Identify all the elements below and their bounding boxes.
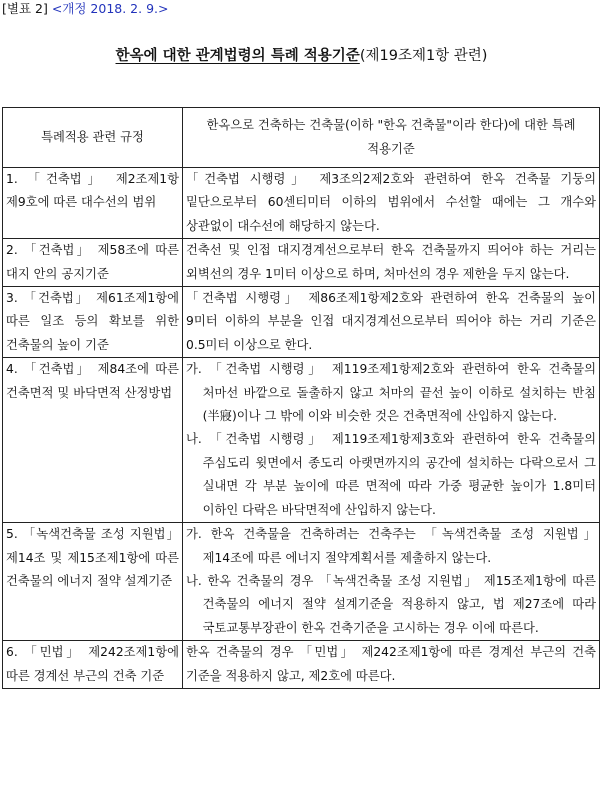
standard-cell: 한옥 건축물의 경우 「민법」 제242조제1항에 따른 경계선 부근의 건축 기준을 적용하지 않고, 제2호에 따른다. (183, 641, 600, 689)
header-standard: 한옥으로 건축하는 건축물(이하 "한옥 건축물"이라 한다)에 대한 특례 적용기준 (183, 108, 600, 168)
standard-subitem: 가. 한옥 건축물을 건축하려는 건축주는 「녹색건축물 조성 지원법」 제14조에 따른 에너지 절약계획서를 제출하지 않는다. (186, 527, 596, 565)
table-header-row (3, 108, 600, 168)
table-row (3, 168, 600, 239)
provision-cell: 1. 「건축법」 제2조제1항 제9호에 따른 대수선의 범위 (3, 168, 183, 239)
standard-cell: 「건축법 시행령」 제86조제1항제2호와 관련하여 한옥 건축물의 높이 9미터 이하의 부분을 인접 대지경계선으로부터 띄어야 하는 거리 기준은 0.5미터 이상으로 한다. (183, 287, 600, 358)
standard-subitem: 나. 한옥 건축물의 경우 「녹색건축물 조성 지원법」 제15조제1항에 따른 건축물의 에너지 절약 설계기준을 적용하지 않고, 법 제27조에 따라 국토교통부장관이 한옥 건축기준을 고시하는 경우 이에 따른다. (186, 573, 596, 635)
provision-cell: 5. 「녹색건축물 조성 지원법」 제14조 및 제15조제1항에 따른 건축물의 에너지 절약 설계기준 (3, 523, 183, 641)
standard-subitem: 가. 「건축법 시행령」 제119조제1항제2호와 관련하여 한옥 건축물의 처마선 바깥으로 돌출하지 않고 처마의 끝선 높이 이하로 설치하는 반침(半寢)이나 그 밖에 이와 비슷한 것은 건축면적에 산입하지 않는다. (186, 362, 596, 424)
table-row (3, 239, 600, 287)
title-main: 한옥에 대한 관계법령의 특례 적용기준 (115, 48, 360, 64)
provision-cell: 4. 「건축법」 제84조에 따른 건축면적 및 바닥면적 산정방법 (3, 358, 183, 523)
provision-cell: 2. 「건축법」 제58조에 따른 대지 안의 공지기준 (3, 239, 183, 287)
table-row (3, 641, 600, 689)
special-rules-table (2, 107, 600, 689)
standard-cell (183, 358, 600, 523)
revision-date: <개정 2018. 2. 9.> (51, 1, 169, 16)
annex-label: [별표 2] (2, 1, 48, 16)
table-row (3, 287, 600, 358)
standard-cell: 건축선 및 인접 대지경계선으로부터 한옥 건축물까지 띄어야 하는 거리는 외벽선의 경우 1미터 이상으로 하며, 처마선의 경우 제한을 두지 않는다. (183, 239, 600, 287)
header-provision: 특례적용 관련 규정 (3, 108, 183, 168)
title-sub: (제19조제1항 관련) (359, 48, 488, 64)
standard-cell (183, 523, 600, 641)
document-title (0, 45, 603, 67)
provision-cell: 3. 「건축법」 제61조제1항에 따른 일조 등의 확보를 위한 건축물의 높이 기준 (3, 287, 183, 358)
annex-header (2, 0, 168, 18)
standard-subitem: 나. 「건축법 시행령」 제119조제1항제3호와 관련하여 한옥 건축물의 주심도리 윗면에서 종도리 아랫면까지의 공간에 설치하는 다락으로서 그 실내면 각 부분 높이에 따른 면적에 따라 가중 평균한 높이가 1.8미터 이하인 다락은 바닥면적에 산입하지 않는다. (186, 432, 596, 517)
table-row (3, 523, 600, 641)
standard-cell: 「건축법 시행령」 제3조의2제2호와 관련하여 한옥 건축물 기둥의 밑단으로부터 60센티미터 이하의 범위에서 수선할 때에는 그 개수와 상관없이 대수선에 해당하지 않는다. (183, 168, 600, 239)
provision-cell: 6. 「민법」 제242조제1항에 따른 경계선 부근의 건축 기준 (3, 641, 183, 689)
table-row (3, 358, 600, 523)
